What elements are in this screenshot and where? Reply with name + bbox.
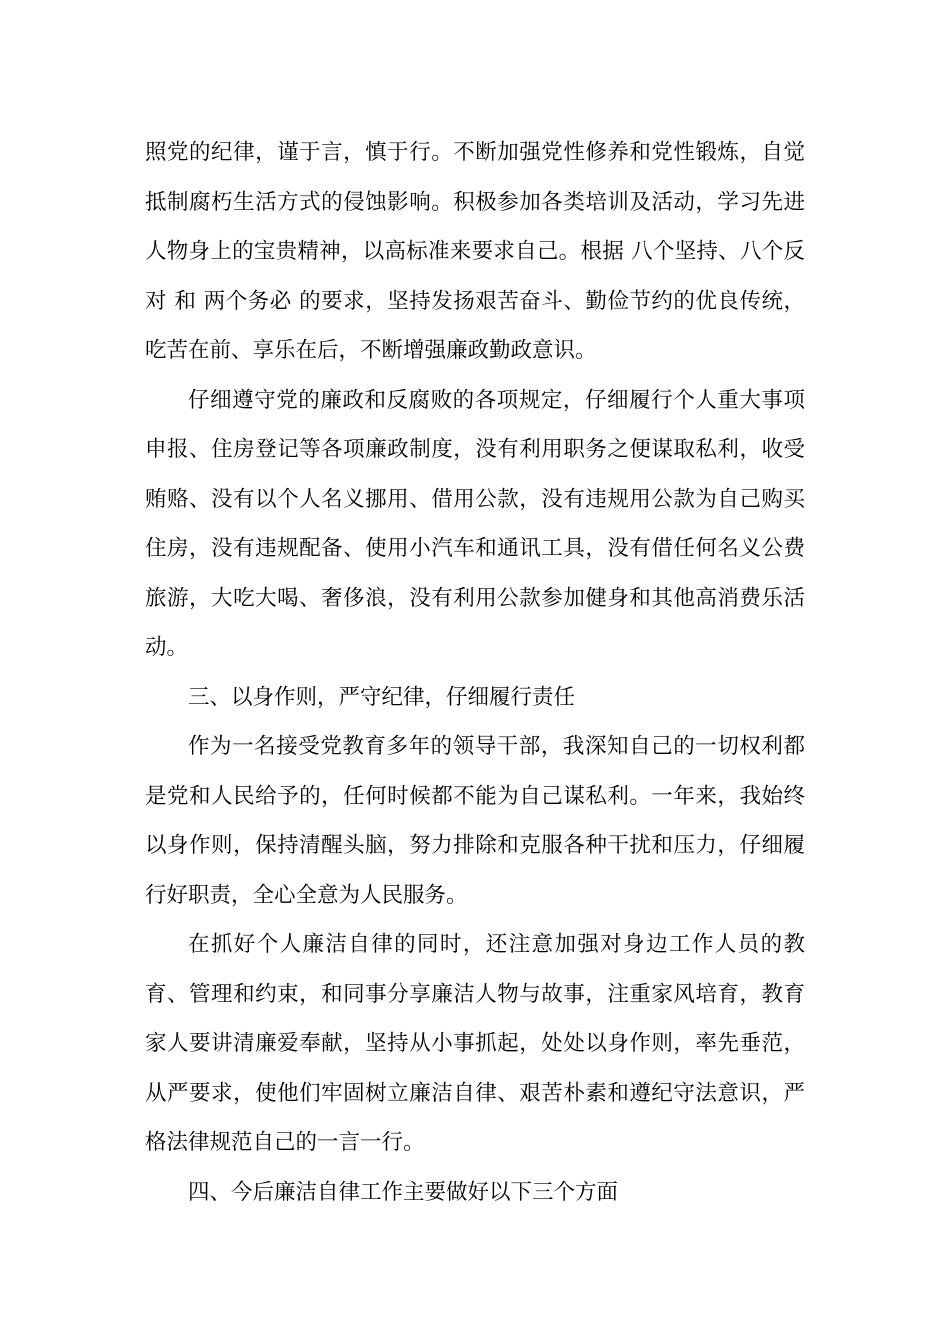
section-heading-3: 三、以身作则，严守纪律，仔细履行责任 — [188, 684, 576, 710]
paragraph-4: 作为一名接受党教育多年的领导干部，我深知自己的一切权利都是党和人民给予的，任何时候都不能为自己谋私利。一年来，我始终以身作则，保持清醒头脑，努力排除和克服各种干扰和压力，仔细履行好职责，全心全意为人民服务。 — [145, 734, 805, 908]
document-body — [145, 128, 805, 1217]
section-heading-4: 四、今后廉洁自律工作主要做好以下三个方面 — [188, 1179, 619, 1205]
paragraph-2: 仔细遵守党的廉政和反腐败的各项规定，仔细履行个人重大事项申报、住房登记等各项廉政制度，没有利用职务之便谋取私利，收受贿赂、没有以个人名义挪用、借用公款，没有违规用公款为自己购买住房，没有违规配备、使用小汽车和通讯工具，没有借任何名义公费旅游，大吃大喝、奢侈浪，没有利用公款参加健身和其他高消费乐活动。 — [145, 387, 805, 660]
paragraph-5: 在抓好个人廉洁自律的同时，还注意加强对身边工作人员的教育、管理和约束，和同事分享廉洁人物与故事，注重家风培育，教育家人要讲清廉爱奉献，坚持从小事抓起，处处以身作则，率先垂范，从严要求，使他们牢固树立廉洁自律、艰苦朴素和遵纪守法意识，严格法律规范自己的一言一行。 — [145, 932, 805, 1155]
paragraph-1: 照党的纪律，谨于言，慎于行。不断加强党性修养和党性锻炼，自觉抵制腐朽生活方式的侵蚀影响。积极参加各类培训及活动，学习先进人物身上的宝贵精神，以高标准来要求自己。根据 八个坚持、八个反对 和 两个务必 的要求，坚持发扬艰苦奋斗、勤俭节约的优良传统，吃苦在前、享乐在后，不断增强廉政勤政意识。 — [145, 140, 805, 363]
